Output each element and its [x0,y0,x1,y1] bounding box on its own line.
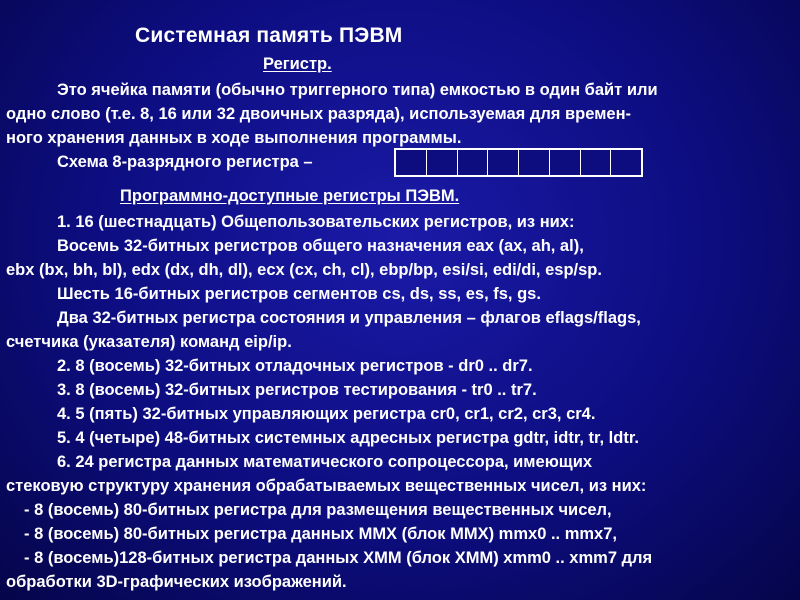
text-line-8: 3. 8 (восемь) 32-битных регистров тестирования - tr0 .. tr7. [57,381,537,399]
text-line-2: Восемь 32-битных регистров общего назначения eax (ax, ah, al), [57,237,584,255]
text-line-11: 6. 24 регистра данных математического сопроцессора, имеющих [57,453,593,471]
register-cell [396,150,427,175]
text-line-14: - 8 (восемь) 80-битных регистра данных MMX (блок MMX) mmx0 .. mmx7, [24,525,617,543]
register-cell [581,150,612,175]
register-diagram [394,148,643,177]
register-heading: Регистр. [263,55,332,73]
scheme-label: Схема 8-разрядного регистра – [57,153,313,171]
text-line-7: 2. 8 (восемь) 32-битных отладочных регистров - dr0 .. dr7. [57,357,533,375]
register-desc-line-2: одно слово (т.е. 8, 16 или 32 двоичных разряда), используемая для времен- [6,105,632,123]
text-line-16: обработки 3D-графических изображений. [6,573,347,591]
register-cell [550,150,581,175]
text-line-5: Два 32-битных регистра состояния и управления – флагов eflags/flags, [57,309,641,327]
register-cell [611,150,641,175]
register-cell [519,150,550,175]
text-line-1: 1. 16 (шестнадцать) Общепользовательских регистров, из них: [57,213,575,231]
text-line-6: счетчика (указателя) команд eip/ip. [6,333,292,351]
text-line-13: - 8 (восемь) 80-битных регистра для размещения вещественных чисел, [24,501,612,519]
text-line-10: 5. 4 (четыре) 48-битных системных адресных регистра gdtr, idtr, tr, ldtr. [57,429,639,447]
text-line-12: стековую структуру хранения обрабатываемых вещественных чисел, из них: [6,477,647,495]
text-line-3: ebx (bx, bh, bl), edx (dx, dh, dl), ecx (cx, ch, cl), ebp/bp, esi/si, edi/di, esp/sp. [6,261,602,279]
text-line-15: - 8 (восемь)128-битных регистра данных XMM (блок XMM) xmm0 .. xmm7 для [24,549,653,567]
register-cell [427,150,458,175]
register-desc-line-1: Это ячейка памяти (обычно триггерного типа) емкостью в один байт или [57,81,658,99]
text-line-9: 4. 5 (пять) 32-битных управляющих регистра cr0, cr1, cr2, cr3, cr4. [57,405,596,423]
text-line-4: Шесть 16-битных регистров сегментов cs, ds, ss, es, fs, gs. [57,285,541,303]
register-desc-line-3: ного хранения данных в ходе выполнения программы. [6,129,462,147]
registers-heading: Программно-доступные регистры ПЭВМ. [120,187,460,205]
page-title: Системная память ПЭВМ [135,24,403,47]
register-cell [458,150,489,175]
register-cell [488,150,519,175]
